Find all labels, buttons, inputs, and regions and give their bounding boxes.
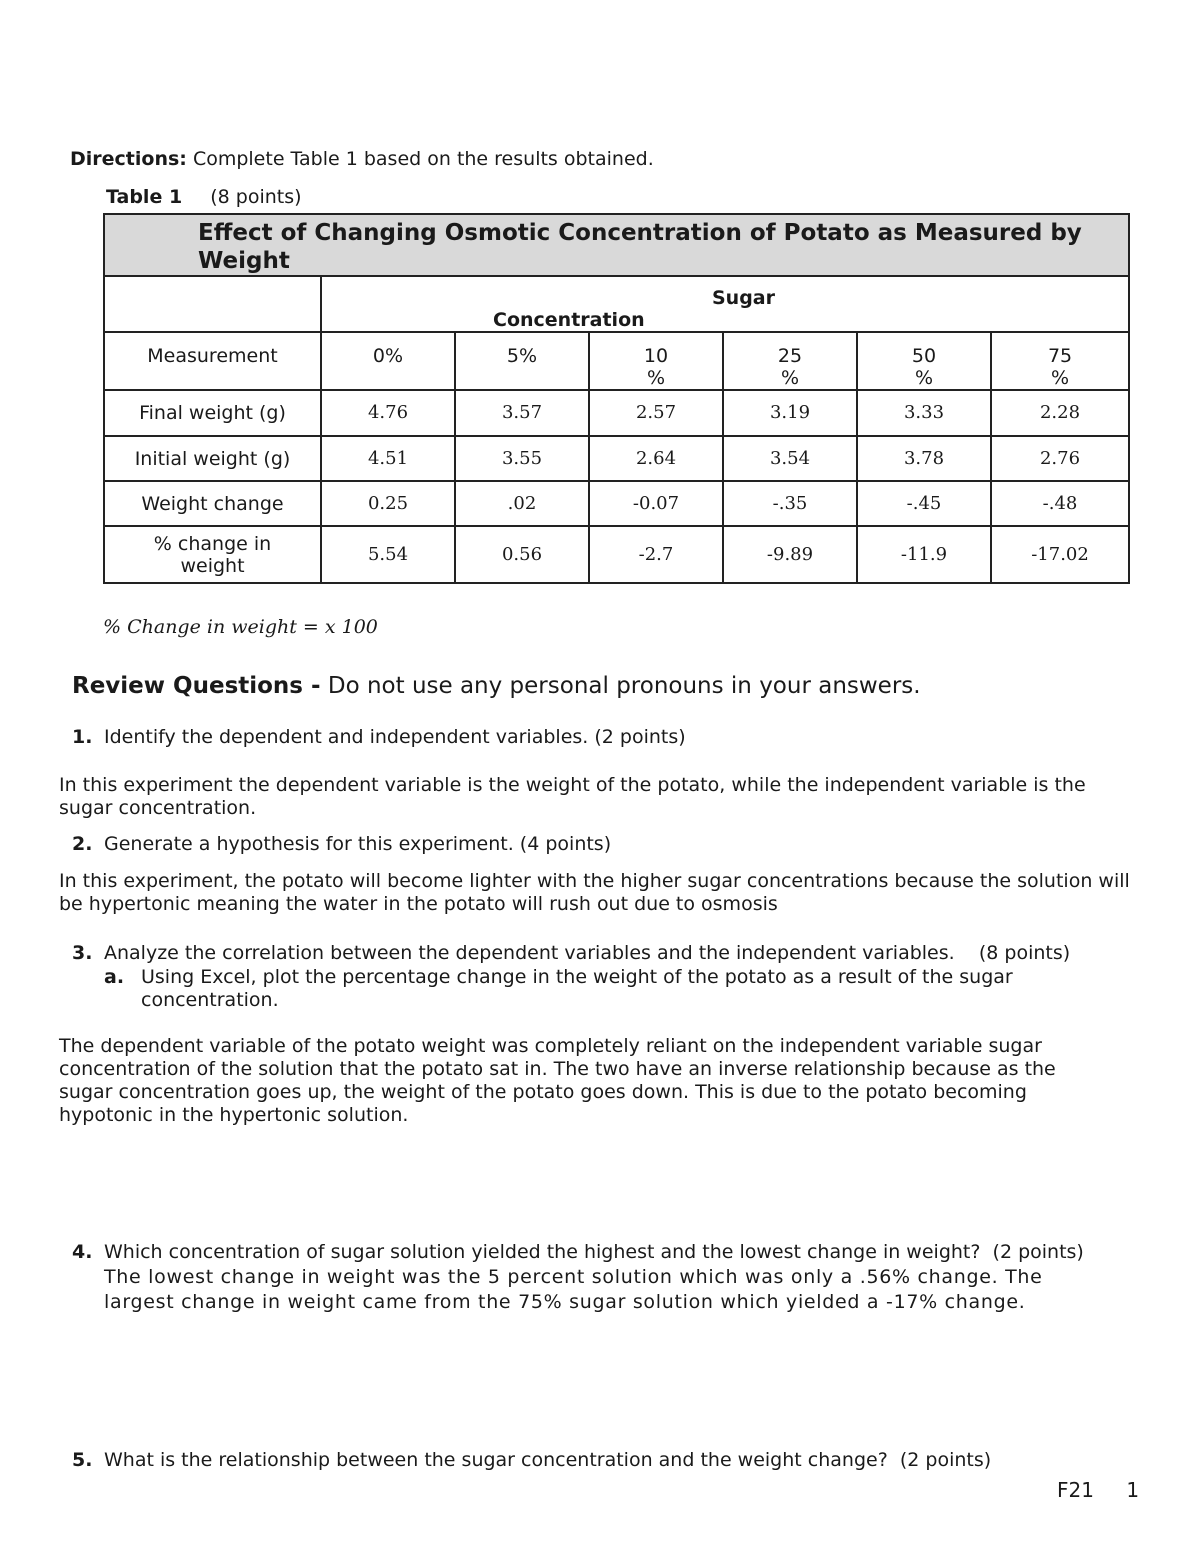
table-cell: -.35 [723,481,857,526]
table-row [104,436,1129,481]
question-3-number: 3. [72,942,93,964]
footer-code: F21 [1057,1478,1094,1502]
table-cell: 2.76 [991,436,1129,481]
question-2-number: 2. [72,833,93,855]
results-table [103,213,1130,584]
table-cell: 4.51 [321,436,455,481]
table-cell: -17.02 [991,526,1129,583]
table-cell: 3.57 [455,390,589,436]
col-header: 75 % [991,332,1129,390]
row-label: Final weight (g) [104,390,321,436]
question-4-text: Which concentration of sugar solution yielded the highest and the lowest change in weight? (2 points) [104,1241,1084,1263]
table-cell: -0.07 [589,481,723,526]
table-cell: 3.19 [723,390,857,436]
table-cell: 3.55 [455,436,589,481]
col-header: 5% [455,332,589,390]
review-heading [72,673,921,699]
answer-3: The dependent variable of the potato weight was completely reliant on the independent variable sugar concentration of the solution that the potato sat in. The two have an inverse relationship because as the sugar concentration goes up, the weight of the potato goes down. This is due to the potato becoming hypotonic in the hypertonic solution. [59,1035,1056,1126]
question-1-number: 1. [72,726,93,748]
answer-2: In this experiment, the potato will become lighter with the higher sugar concentrations because the solution will be hypertonic meaning the water in the potato will rush out due to osmosis [59,870,1130,915]
answer-1: In this experiment the dependent variable is the weight of the potato, while the independent variable is the sugar concentration. [59,774,1086,819]
directions [70,148,654,170]
col-header: 50 % [857,332,991,390]
table-cell: -.48 [991,481,1129,526]
table-cell: .02 [455,481,589,526]
question-4-number: 4. [72,1241,93,1263]
table-cell: -11.9 [857,526,991,583]
formula: % Change in weight = x 100 [103,616,378,638]
table-cell: 2.28 [991,390,1129,436]
group-header-concentration: Concentration [493,309,645,331]
table-cell: 2.57 [589,390,723,436]
row-label: % change in weight [104,526,321,583]
directions-label: Directions: [70,148,187,170]
group-header-sugar: Sugar [712,287,776,309]
table-cell: 3.54 [723,436,857,481]
footer [1057,1478,1139,1502]
row-label: Weight change [104,481,321,526]
question-1-text: Identify the dependent and independent variables. (2 points) [104,726,686,748]
col-header-measurement: Measurement [104,332,321,390]
answer-4: The lowest change in weight was the 5 percent solution which was only a .56% change. The largest change in weight came from the 75% sugar solution which yielded a -17% change. [104,1266,1043,1313]
table-cell: 0.25 [321,481,455,526]
review-heading-label: Review Questions - [72,673,321,699]
table-caption [106,186,302,208]
col-header: 25 % [723,332,857,390]
directions-text: Complete Table 1 based on the results obtained. [192,148,654,170]
row-label: Initial weight (g) [104,436,321,481]
question-3-text: Analyze the correlation between the dependent variables and the independent variables. (8 points) [104,942,1071,964]
table-cell: 3.78 [857,436,991,481]
table-cell: 4.76 [321,390,455,436]
table-cell: -2.7 [589,526,723,583]
table-cell: 3.33 [857,390,991,436]
question-2-text: Generate a hypothesis for this experiment. (4 points) [104,833,612,855]
table-row [104,526,1129,583]
table-cell: 2.64 [589,436,723,481]
col-header: 0% [321,332,455,390]
page-number: 1 [1126,1478,1140,1502]
col-header: 10 % [589,332,723,390]
question-3a-letter: a. [104,966,125,988]
table-cell: -9.89 [723,526,857,583]
question-3a-text: Using Excel, plot the percentage change in the weight of the potato as a result of the sugar concentration. [141,966,1013,1011]
table-caption-points: (8 points) [210,186,302,208]
question-5-text: What is the relationship between the sugar concentration and the weight change? (2 points) [104,1449,992,1471]
review-instruction: Do not use any personal pronouns in your answers. [327,673,921,699]
table-row [104,481,1129,526]
table-group-header [321,276,1129,332]
table-cell: 0.56 [455,526,589,583]
table-cell: -.45 [857,481,991,526]
table-row [104,390,1129,436]
table-blank-cell [104,276,321,332]
table-cell: 5.54 [321,526,455,583]
table-caption-label: Table 1 [106,186,183,208]
table-title: Effect of Changing Osmotic Concentration of Potato as Measured by Weight [104,214,1129,276]
question-5-number: 5. [72,1449,93,1471]
